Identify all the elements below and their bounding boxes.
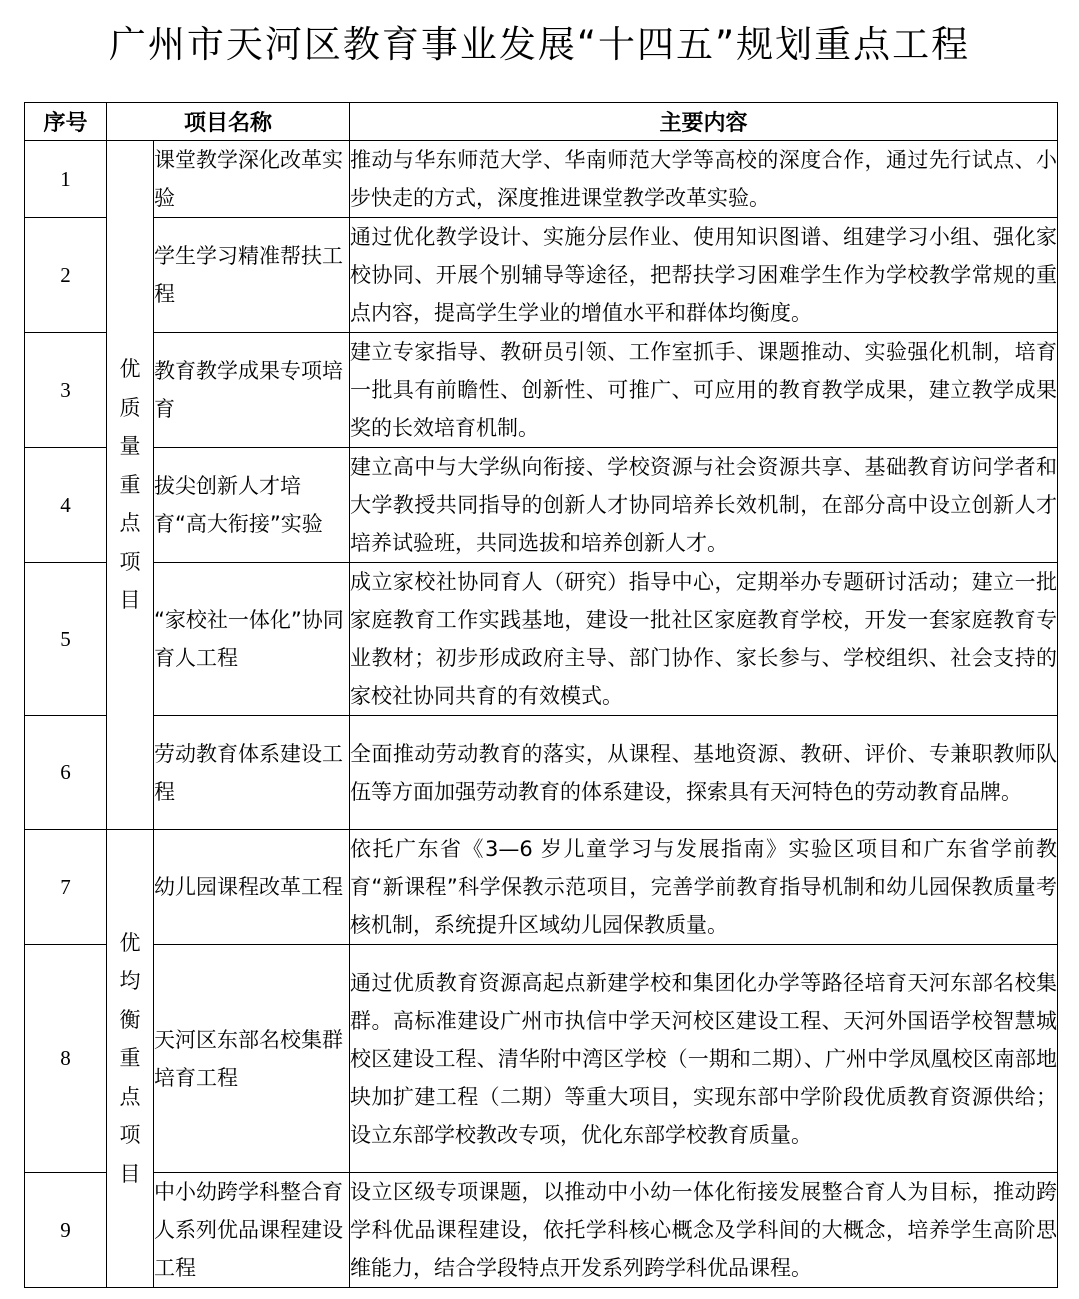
row-seq: 4 bbox=[25, 448, 107, 563]
row-seq: 3 bbox=[25, 333, 107, 448]
table-row bbox=[25, 830, 1058, 945]
row-seq: 1 bbox=[25, 141, 107, 218]
table-row bbox=[25, 716, 1058, 830]
page-title: 广州市天河区教育事业发展“十四五”规划重点工程 bbox=[108, 23, 971, 66]
projects-table bbox=[24, 102, 1058, 1288]
row-content: 依托广东省《3—6 岁儿童学习与发展指南》实验区项目和广东省学前教育“新课程”科学保教示范项目，完善学前教育指导机制和幼儿园保教质量考核机制，系统提升区域幼儿园保教质量。 bbox=[350, 830, 1058, 945]
category-label: 优质量重点项目 bbox=[119, 357, 141, 613]
row-name: 拔尖创新人才培育“高大衔接”实验 bbox=[154, 448, 350, 563]
row-content: 推动与华东师范大学、华南师范大学等高校的深度合作，通过先行试点、小步快走的方式，深度推进课堂教学改革实验。 bbox=[350, 141, 1058, 218]
row-seq: 7 bbox=[25, 830, 107, 945]
row-content: 建立高中与大学纵向衔接、学校资源与社会资源共享、基础教育访问学者和大学教授共同指导的创新人才协同培养长效机制，在部分高中设立创新人才培养试验班，共同选拔和培养创新人才。 bbox=[350, 448, 1058, 563]
header-content: 主要内容 bbox=[350, 103, 1058, 141]
category-label: 优均衡重点项目 bbox=[119, 930, 141, 1186]
row-name: 天河区东部名校集群培育工程 bbox=[154, 945, 350, 1173]
row-content: 全面推动劳动教育的落实，从课程、基地资源、教研、评价、专兼职教师队伍等方面加强劳动教育的体系建设，探索具有天河特色的劳动教育品牌。 bbox=[350, 716, 1058, 830]
row-content: 通过优质教育资源高起点新建学校和集团化办学等路径培育天河东部名校集群。高标准建设广州市执信中学天河校区建设工程、天河外国语学校智慧城校区建设工程、清华附中湾区学校（一期和二期）、广州中学凤凰校区南部地块加扩建工程（二期）等重大项目，实现东部中学阶段优质教育资源供给；设立东部学校教改专项，优化东部学校教育质量。 bbox=[350, 945, 1058, 1173]
header-name: 项目名称 bbox=[107, 103, 350, 141]
row-content: 设立区级专项课题，以推动中小幼一体化衔接发展整合育人为目标，推动跨学科优品课程建设，依托学科核心概念及学科间的大概念，培养学生高阶思维能力，结合学段特点开发系列跨学科优品课程。 bbox=[350, 1173, 1058, 1288]
row-name: 劳动教育体系建设工程 bbox=[154, 716, 350, 830]
table-header-row bbox=[25, 103, 1058, 141]
row-seq: 6 bbox=[25, 716, 107, 830]
category-quality bbox=[107, 141, 154, 830]
row-content: 成立家校社协同育人（研究）指导中心，定期举办专题研讨活动；建立一批家庭教育工作实践基地，建设一批社区家庭教育学校，开发一套家庭教育专业教材；初步形成政府主导、部门协作、家长参与、学校组织、社会支持的家校社协同共育的有效模式。 bbox=[350, 563, 1058, 716]
row-content: 通过优化教学设计、实施分层作业、使用知识图谱、组建学习小组、强化家校协同、开展个别辅导等途径，把帮扶学习困难学生作为学校教学常规的重点内容，提高学生学业的增值水平和群体均衡度。 bbox=[350, 218, 1058, 333]
table-row bbox=[25, 218, 1058, 333]
table-row bbox=[25, 945, 1058, 1173]
row-name: 幼儿园课程改革工程 bbox=[154, 830, 350, 945]
table-row bbox=[25, 1173, 1058, 1288]
row-seq: 5 bbox=[25, 563, 107, 716]
row-seq: 2 bbox=[25, 218, 107, 333]
table-row bbox=[25, 141, 1058, 218]
table-row bbox=[25, 333, 1058, 448]
category-balance bbox=[107, 830, 154, 1288]
table-row bbox=[25, 563, 1058, 716]
table-row bbox=[25, 448, 1058, 563]
row-seq: 9 bbox=[25, 1173, 107, 1288]
row-name: 学生学习精准帮扶工程 bbox=[154, 218, 350, 333]
row-name: “家校社一体化”协同育人工程 bbox=[154, 563, 350, 716]
row-name: 教育教学成果专项培育 bbox=[154, 333, 350, 448]
row-content: 建立专家指导、教研员引领、工作室抓手、课题推动、实验强化机制，培育一批具有前瞻性、创新性、可推广、可应用的教育教学成果，建立教学成果奖的长效培育机制。 bbox=[350, 333, 1058, 448]
row-seq: 8 bbox=[25, 945, 107, 1173]
row-name: 课堂教学深化改革实验 bbox=[154, 141, 350, 218]
row-name: 中小幼跨学科整合育人系列优品课程建设工程 bbox=[154, 1173, 350, 1288]
header-seq: 序号 bbox=[25, 103, 107, 141]
